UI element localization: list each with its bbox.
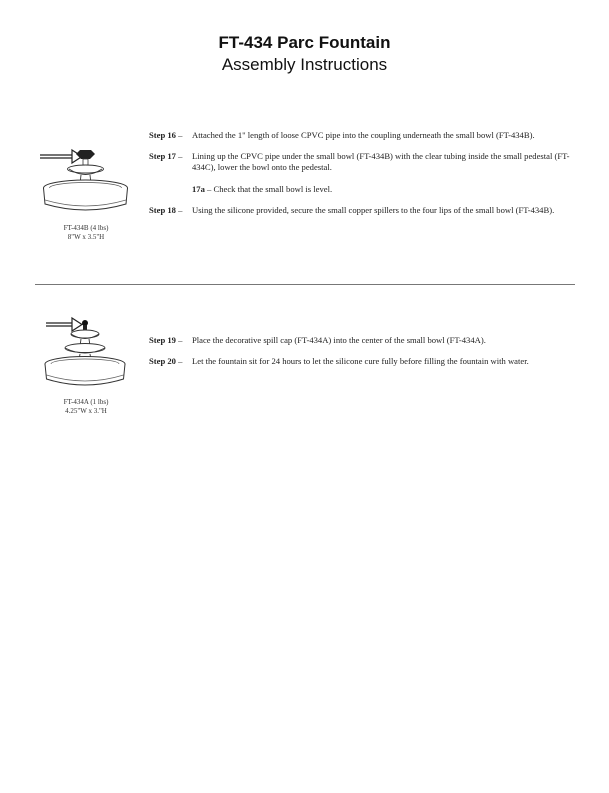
step-label: Step 16: [149, 130, 176, 140]
fountain-illustration-icon: [36, 312, 136, 394]
page-header: [0, 32, 609, 76]
step-label: Step 17: [149, 151, 176, 162]
figure-caption-name: FT-434B (4 lbs): [63, 224, 109, 232]
step-label: Step 20: [149, 356, 176, 367]
fountain-figure-2: [36, 312, 136, 416]
step-item: Step 17 – Lining up the CPVC pipe under the small bowl (FT-434B) with the clear tubing inside the small pedestal (FT-434C), lower the bowl onto the pedestal.: [149, 151, 570, 173]
page-subtitle: Assembly Instructions: [221, 55, 388, 74]
page-title: FT-434 Parc Fountain: [218, 33, 391, 52]
step-text: Let the fountain sit for 24 hours to let the silicone cure fully before filling the fountain with water.: [192, 356, 529, 367]
step-text: Place the decorative spill cap (FT-434A) into the center of the small bowl (FT-434A).: [192, 335, 486, 345]
substep-label: 17a: [192, 183, 205, 194]
step-item: Step 16 – Attached the 1" length of loose CPVC pipe into the coupling underneath the small bowl (FT-434B).: [149, 130, 535, 140]
fountain-figure-1: [36, 142, 136, 242]
figure-caption-name: FT-434A (1 lbs): [63, 398, 109, 406]
step-text: Attached the 1" length of loose CPVC pipe into the coupling underneath the small bowl (FT-434B).: [192, 130, 535, 140]
steps-section-2: [149, 335, 579, 377]
steps-section-1: [149, 130, 579, 226]
step-text: Lining up the CPVC pipe under the small bowl (FT-434B) with the clear tubing inside the small pedestal (FT-434C), lower the bowl onto the pedestal.: [192, 151, 570, 173]
step-item: Step 20 – Let the fountain sit for 24 hours to let the silicone cure fully before filling the fountain with water.: [149, 356, 529, 367]
step-text: Using the silicone provided, secure the small copper spillers to the four lips of the small bowl (FT-434B).: [192, 204, 555, 215]
figure-caption-dimensions: 8"W x 3.5"H: [67, 233, 105, 241]
step-item: Step 18 – Using the silicone provided, secure the small copper spillers to the four lips of the small bowl (FT-434B).: [149, 204, 555, 215]
step-item: Step 19 – Place the decorative spill cap (FT-434A) into the center of the small bowl (FT-434A).: [149, 335, 486, 345]
substep-text: Check that the small bowl is level.: [213, 183, 333, 194]
substep-item: 17a – Check that the small bowl is level.: [192, 183, 333, 194]
step-label: Step 18: [149, 204, 176, 215]
figure-caption-dimensions: 4.25"W x 3."H: [65, 407, 107, 415]
fountain-illustration-icon: [36, 142, 136, 222]
section-divider: [35, 284, 575, 285]
step-label: Step 19: [149, 335, 176, 345]
